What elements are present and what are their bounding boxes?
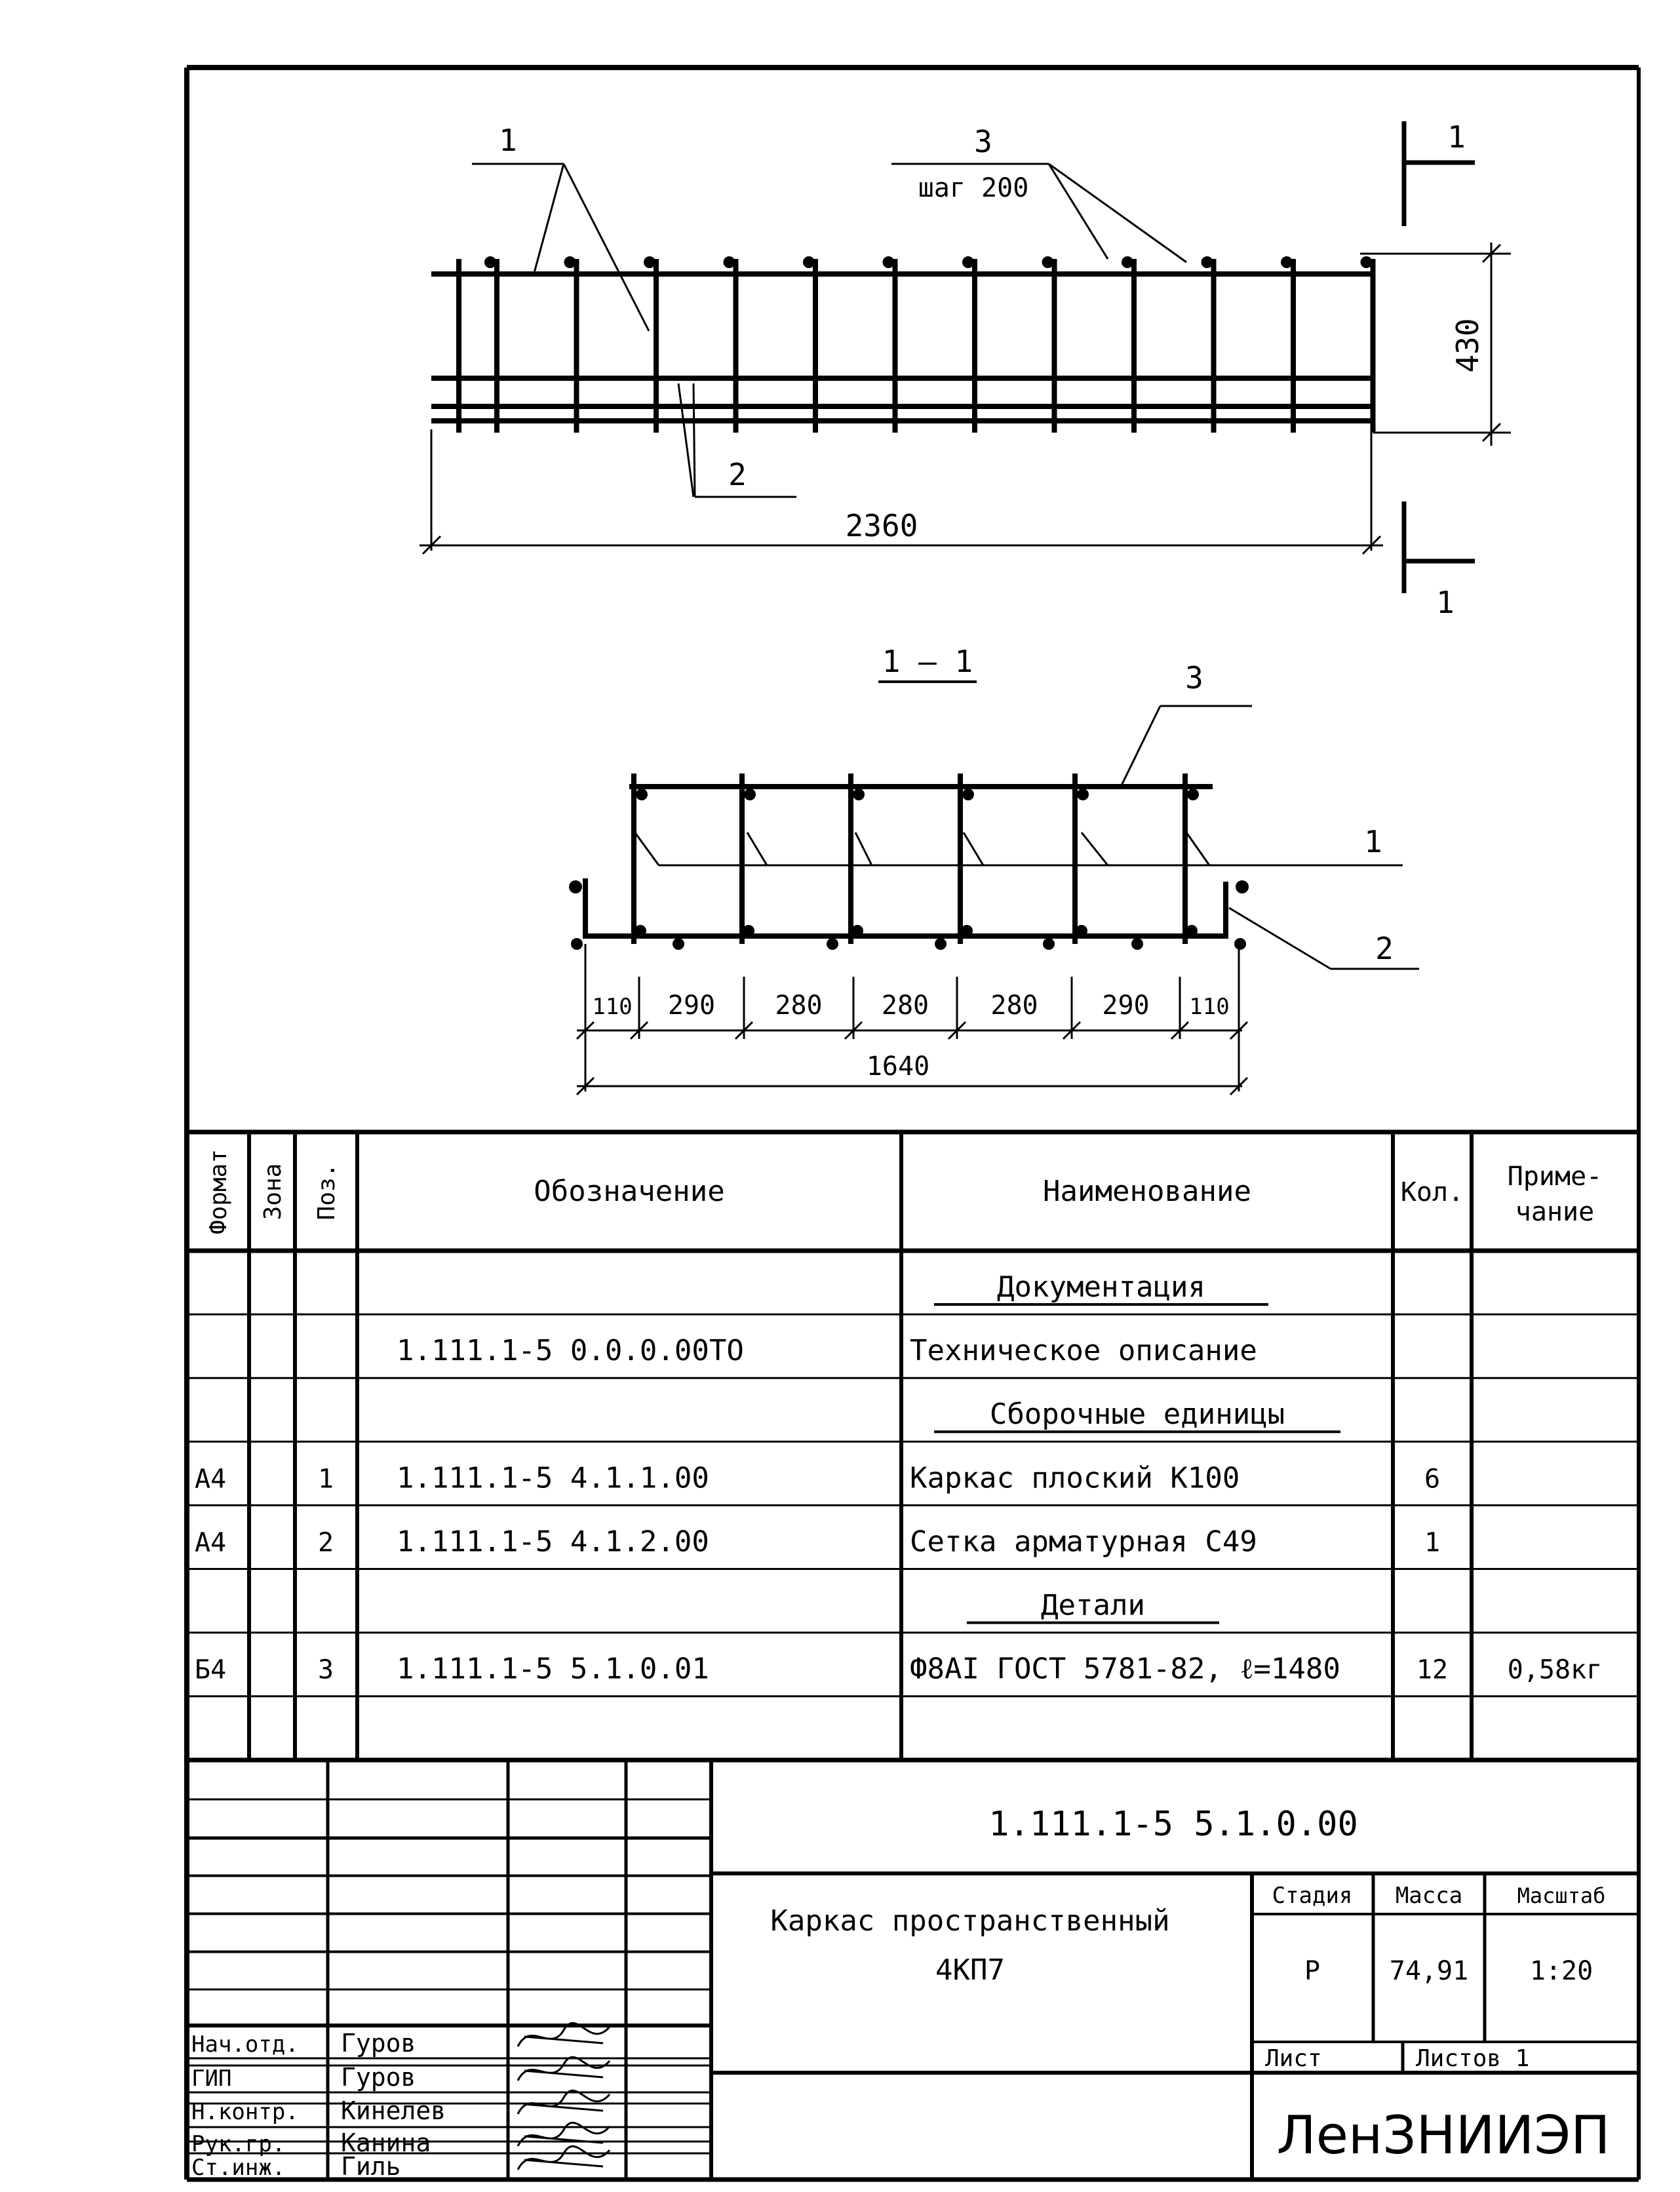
- staff-row: [191, 2152, 401, 2181]
- crossbar-dot: [1042, 256, 1054, 268]
- section-dot: [1043, 938, 1055, 950]
- crossbar-dot: [564, 256, 576, 268]
- section-dot: [1131, 938, 1143, 950]
- staff-role: Нач.отд.: [191, 2031, 299, 2058]
- dimension-length: 2360: [845, 508, 918, 543]
- crossbar-dot: [724, 256, 735, 268]
- longitudinal-bars: [431, 274, 1373, 421]
- staff-role: ГИП: [191, 2065, 232, 2092]
- scale-label: Масштаб: [1517, 1883, 1606, 1908]
- doc-code: 1.111.1-5 5.1.0.00: [988, 1805, 1358, 1844]
- section-dot: [744, 789, 756, 800]
- section-callout-3: 3: [1185, 660, 1203, 695]
- cell-section-heading: Детали: [1041, 1588, 1145, 1622]
- mass-value: 74,91: [1389, 1956, 1469, 1986]
- cell-format: А4: [195, 1464, 227, 1495]
- crossbar-dot: [1201, 256, 1213, 268]
- pitch-note: шаг 200: [918, 173, 1029, 203]
- header-zone: Зона: [260, 1163, 286, 1221]
- cell-section-heading: Документация: [997, 1270, 1205, 1304]
- spec-row: [397, 1334, 1257, 1367]
- cell-qty: 6: [1424, 1464, 1441, 1495]
- cell-qty: 12: [1416, 1654, 1449, 1685]
- cell-qty: 1: [1424, 1527, 1441, 1558]
- header-qty: Кол.: [1400, 1177, 1464, 1207]
- signature: [518, 2090, 610, 2114]
- section-dim-label: 280: [990, 990, 1038, 1021]
- staff-name: Гуров: [341, 2063, 416, 2092]
- signatures: [518, 2023, 610, 2170]
- section-dot: [935, 938, 947, 950]
- section-dot: [961, 925, 973, 937]
- section-view: [569, 682, 1419, 1095]
- staff-role: Рук.гр.: [191, 2131, 286, 2157]
- cell-section-heading: Сборочные единицы: [989, 1398, 1285, 1432]
- stage-value: Р: [1304, 1956, 1321, 1986]
- section-dot: [1187, 789, 1199, 800]
- callout-3: 3: [974, 124, 992, 159]
- staff-role: Ст.инж.: [191, 2155, 286, 2181]
- section-dim-label: 290: [667, 990, 716, 1021]
- dimension-height: 430: [1450, 318, 1485, 373]
- cell-designation: 1.111.1-5 4.1.1.00: [397, 1461, 709, 1495]
- cell-designation: 1.111.1-5 4.1.2.00: [397, 1525, 709, 1559]
- section-dim-label: 110: [592, 994, 633, 1020]
- section-callout-2: 2: [1375, 931, 1394, 966]
- cell-pos: 2: [317, 1527, 334, 1558]
- cell-pos: 3: [317, 1654, 334, 1685]
- cell-name: Ф8АI ГОСТ 5781-82, ℓ=1480: [910, 1652, 1340, 1686]
- section-dot: [635, 925, 646, 937]
- crossbar-dot: [644, 256, 655, 268]
- cell-name: Каркас плоский К100: [910, 1461, 1240, 1495]
- spec-row: [195, 1525, 1440, 1558]
- signature: [518, 2057, 610, 2081]
- spec-row: [967, 1589, 1219, 1623]
- staff-name: Кинелев: [341, 2096, 446, 2125]
- crossbar-dot: [484, 256, 496, 268]
- cell-format: Б4: [195, 1654, 227, 1685]
- section-dot: [1077, 789, 1089, 800]
- title-line-2: 4КП7: [935, 1953, 1005, 1987]
- section-dot: [827, 938, 838, 950]
- section-dot: [673, 938, 684, 950]
- organization: ЛенЗНИИЭП: [1276, 2105, 1611, 2166]
- section-dim-label: 280: [881, 990, 929, 1021]
- scale-value: 1:20: [1529, 1956, 1593, 1986]
- crossbar-dot: [803, 256, 815, 268]
- header-note-line1: Приме-: [1507, 1162, 1603, 1192]
- header-format: Формат: [205, 1148, 232, 1235]
- staff-row: [191, 2029, 416, 2058]
- section-dot: [1234, 938, 1246, 950]
- sheets-label: Листов 1: [1416, 2045, 1530, 2072]
- section-dot: [1236, 880, 1249, 893]
- section-dot: [962, 789, 974, 800]
- section-mark-bottom-label: 1: [1436, 585, 1455, 620]
- section-dot: [1076, 925, 1087, 937]
- section-mark-bottom: [1404, 501, 1475, 593]
- cell-designation: 1.111.1-5 0.0.0.00ТО: [397, 1334, 744, 1368]
- section-dot: [569, 880, 582, 893]
- signature: [518, 2146, 610, 2170]
- mass-label: Масса: [1395, 1883, 1463, 1909]
- section-dot: [743, 925, 754, 937]
- section-title: 1 — 1: [882, 644, 973, 679]
- staff-name: Гуров: [341, 2029, 416, 2058]
- spec-row: [195, 1461, 1440, 1495]
- cell-name: Сетка арматурная С49: [910, 1525, 1257, 1559]
- title-line-1: Каркас пространственный: [770, 1904, 1170, 1938]
- cell-note: 0,58кг: [1507, 1654, 1603, 1685]
- section-dots: [569, 789, 1249, 950]
- staff-row: [191, 2063, 416, 2092]
- staff-name: Гиль: [341, 2152, 401, 2181]
- stage-label: Стадия: [1272, 1883, 1353, 1909]
- crossbar-dot: [1361, 256, 1373, 268]
- staff-row: [191, 2096, 446, 2125]
- title-block-staff: [191, 2029, 446, 2181]
- callout-2: 2: [728, 457, 747, 492]
- section-dim-label: 280: [775, 990, 823, 1021]
- section-labels: [592, 644, 1394, 1082]
- section-dot: [851, 925, 863, 937]
- crossbar-dot: [1122, 256, 1133, 268]
- crossbar-dot: [962, 256, 974, 268]
- crossbar-dot: [883, 256, 895, 268]
- header-note-line2: чание: [1515, 1197, 1595, 1227]
- cell-designation: 1.111.1-5 5.1.0.01: [397, 1652, 709, 1686]
- section-dim-total: 1640: [866, 1051, 930, 1082]
- sheet-label: Лист: [1265, 2045, 1322, 2072]
- spec-row: [934, 1270, 1268, 1304]
- cell-name: Техническое описание: [910, 1334, 1257, 1368]
- section-mark-top-label: 1: [1447, 119, 1466, 155]
- section-dim-label: 290: [1102, 990, 1150, 1021]
- spec-row: [934, 1398, 1340, 1432]
- section-dot: [636, 789, 648, 800]
- header-pos: Поз.: [313, 1163, 340, 1221]
- staff-role: Н.контр.: [191, 2099, 299, 2125]
- crossbar-dots: [484, 256, 1373, 268]
- section-dot: [571, 938, 583, 950]
- section-callout-1: 1: [1364, 824, 1382, 859]
- section-dot: [853, 789, 865, 800]
- height-dimension: [1360, 243, 1511, 446]
- sheet-frame: [187, 68, 1639, 2180]
- section-dot: [1186, 925, 1198, 937]
- header-designation: Обозначение: [534, 1175, 725, 1208]
- staff-name: Канина: [341, 2128, 431, 2157]
- cell-pos: 1: [317, 1464, 334, 1495]
- callout-1: 1: [499, 123, 517, 158]
- crossbar-dot: [1281, 256, 1293, 268]
- cell-format: А4: [195, 1527, 227, 1558]
- section-dim-label: 110: [1189, 994, 1230, 1020]
- header-name: Наименование: [1043, 1175, 1251, 1208]
